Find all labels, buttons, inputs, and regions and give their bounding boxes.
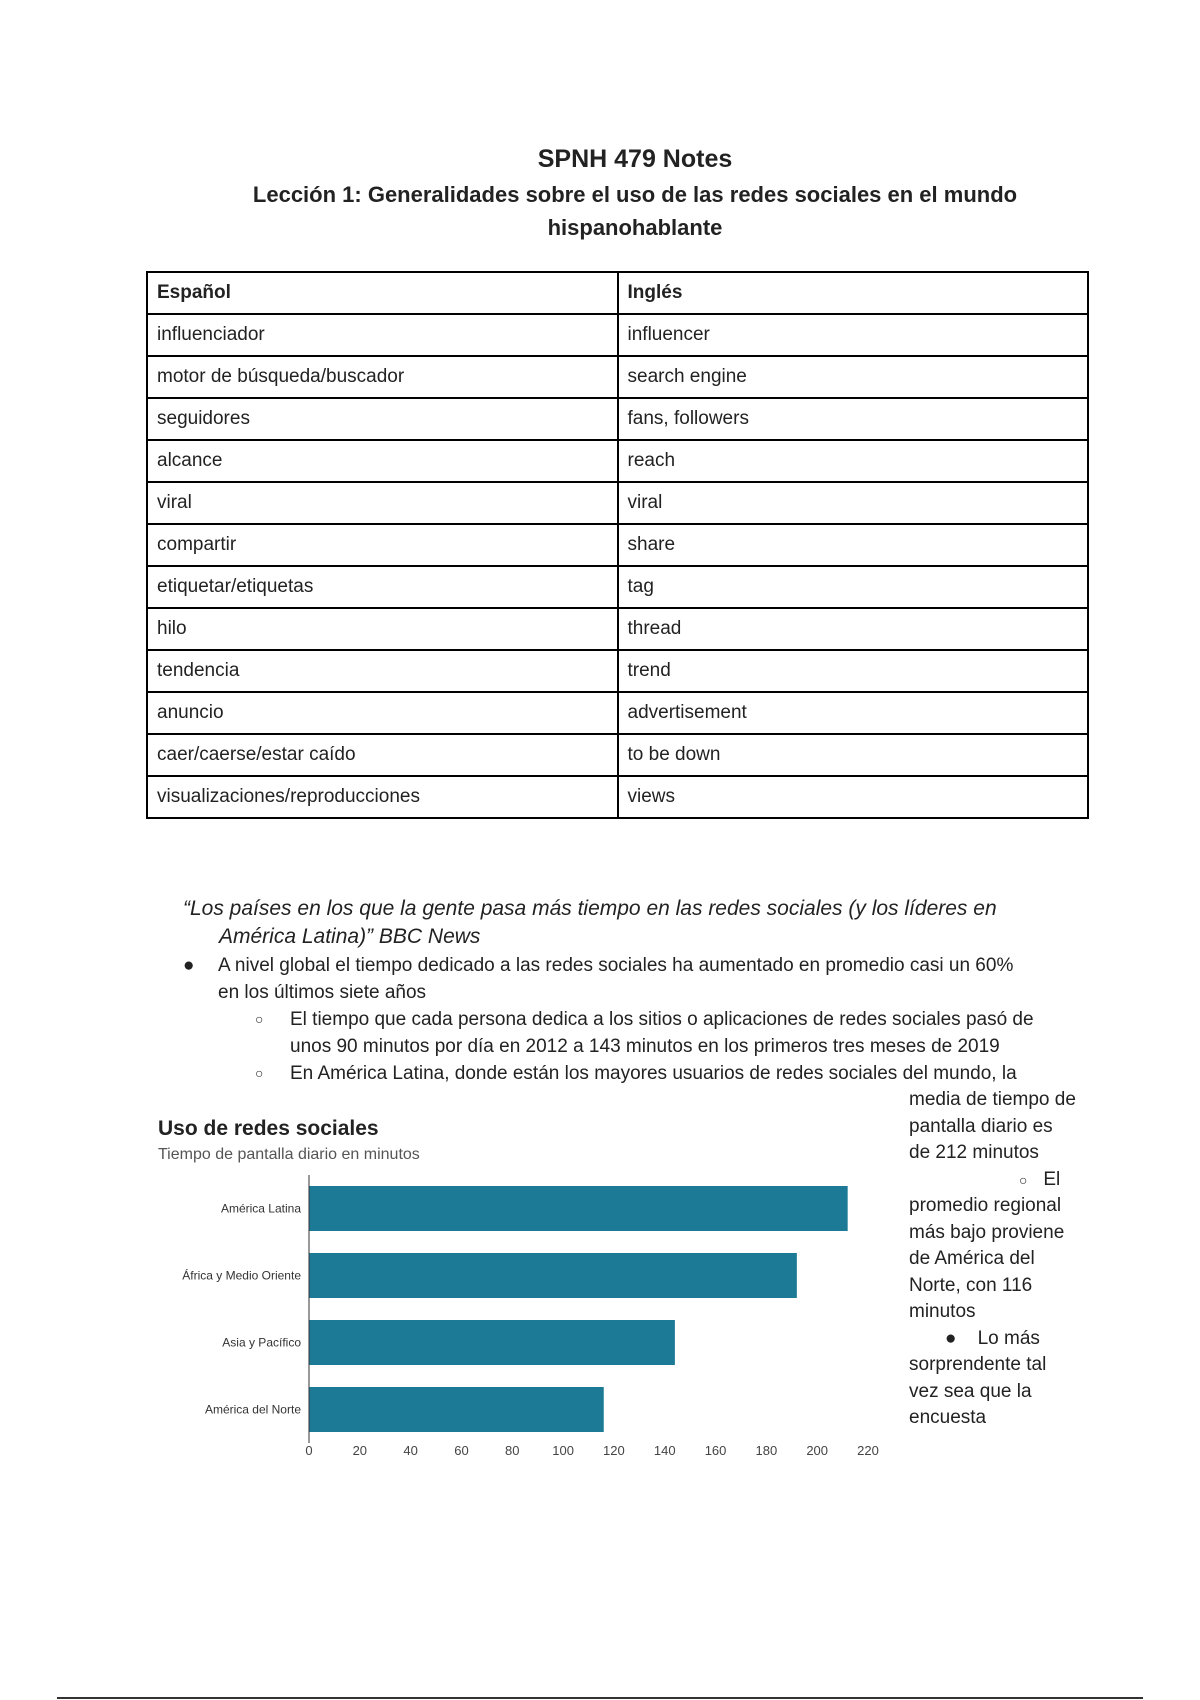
table-row xyxy=(147,608,1088,650)
side-line: de 212 minutos xyxy=(909,1142,1039,1163)
sub-bullet-line-2: unos 90 minutos por día en 2012 a 143 minutos en los primeros tres meses de 2019 xyxy=(290,1036,1000,1057)
x-tick-label: 220 xyxy=(857,1443,879,1458)
spanish-term: anuncio xyxy=(147,692,618,734)
bar xyxy=(309,1253,797,1298)
bar xyxy=(309,1387,604,1432)
spanish-term: compartir xyxy=(147,524,618,566)
x-tick-label: 200 xyxy=(806,1443,829,1458)
social-media-usage-chart xyxy=(150,1110,890,1470)
table-header-row xyxy=(147,272,1088,314)
spanish-term: etiquetar/etiquetas xyxy=(147,566,618,608)
spanish-term: alcance xyxy=(147,440,618,482)
x-tick-label: 20 xyxy=(352,1443,368,1458)
spanish-term: seguidores xyxy=(147,398,618,440)
spanish-term: caer/caerse/estar caído xyxy=(147,734,618,776)
english-term: advertisement xyxy=(618,692,1089,734)
sub-bullet-time-per-person xyxy=(255,1006,1105,1060)
spanish-term: visualizaciones/reproducciones xyxy=(147,776,618,818)
table-row xyxy=(147,356,1088,398)
side-sub-bullet-first-word: El xyxy=(1043,1168,1061,1190)
sub-bullet-circle-icon: ○ xyxy=(255,1065,264,1081)
category-label: América Latina xyxy=(220,1201,301,1216)
english-term: influencer xyxy=(618,314,1089,356)
side-line: sorprendente tal xyxy=(909,1354,1047,1375)
spanish-term: hilo xyxy=(147,608,618,650)
page-subtitle: Lección 1: Generalidades sobre el uso de las redes sociales en el mundo hispanohablante xyxy=(252,182,1018,240)
sub-bullet-circle-icon: ○ xyxy=(255,1011,264,1027)
side-line: Norte, con 116 xyxy=(909,1274,1033,1296)
bullet-line-2: en los últimos siete años xyxy=(218,982,427,1003)
chart-subtitle: Tiempo de pantalla diario en minutos xyxy=(158,1146,420,1163)
table-row xyxy=(147,776,1088,818)
citation-line-1: “Los países en los que la gente pasa más tiempo en las redes sociales (y los líderes en xyxy=(183,897,997,920)
x-tick-label: 140 xyxy=(653,1443,676,1458)
english-term: thread xyxy=(618,608,1089,650)
table-row xyxy=(147,482,1088,524)
sub-bullet-circle-icon: ○ xyxy=(1019,1171,1028,1188)
english-term: search engine xyxy=(618,356,1089,398)
table-row xyxy=(147,734,1088,776)
side-line: pantalla diario es xyxy=(909,1115,1053,1137)
sub-bullet-latin-america xyxy=(255,1060,1105,1087)
spanish-term: influenciador xyxy=(147,314,618,356)
spanish-term: motor de búsqueda/buscador xyxy=(147,356,618,398)
x-tick-label: 100 xyxy=(552,1443,574,1458)
x-tick-label: 60 xyxy=(454,1443,469,1458)
side-line: promedio regional xyxy=(909,1195,1062,1216)
sub-bullet-line-1: El tiempo que cada persona dedica a los sitios o aplicaciones de redes sociales pasó de xyxy=(290,1009,1034,1030)
column-header-english: Inglés xyxy=(618,272,1089,314)
side-line: vez sea que la xyxy=(909,1380,1032,1402)
side-sub-bullet xyxy=(909,1167,1109,1194)
english-term: share xyxy=(618,524,1089,566)
bullet-dot-icon: ● xyxy=(945,1327,957,1349)
bullet-dot-icon: ● xyxy=(183,955,195,976)
bullet-line-1: A nivel global el tiempo dedicado a las redes sociales ha aumentado en promedio casi un 60% xyxy=(218,955,1014,976)
bullet-global-time xyxy=(183,952,1103,1006)
bar-chart-plot xyxy=(150,1110,890,1470)
table-row xyxy=(147,440,1088,482)
category-label: América del Norte xyxy=(204,1402,301,1417)
x-tick-label: 160 xyxy=(704,1443,727,1458)
bar xyxy=(309,1320,675,1365)
column-header-spanish: Español xyxy=(147,272,618,314)
category-label: África y Medio Oriente xyxy=(182,1268,301,1283)
table-row xyxy=(147,650,1088,692)
english-term: to be down xyxy=(618,734,1089,776)
x-tick-label: 120 xyxy=(603,1443,625,1458)
sub-bullet-line-1: En América Latina, donde están los mayores usuarios de redes sociales del mundo, la xyxy=(290,1063,1017,1084)
x-tick-label: 40 xyxy=(403,1443,418,1458)
page-bottom-rule xyxy=(57,1697,1143,1699)
side-line: media de tiempo de xyxy=(909,1089,1076,1110)
category-label: Asia y Pacífico xyxy=(222,1335,301,1350)
english-term: viral xyxy=(618,482,1089,524)
side-line: minutos xyxy=(909,1301,976,1322)
english-term: trend xyxy=(618,650,1089,692)
bar xyxy=(309,1186,848,1231)
vocabulary-table xyxy=(146,271,1089,819)
side-bullet-first-word: Lo más xyxy=(977,1327,1040,1349)
citation-line-2: América Latina)” BBC News xyxy=(219,925,481,948)
side-line: de América del xyxy=(909,1248,1035,1269)
table-row xyxy=(147,566,1088,608)
page-title: SPNH 479 Notes xyxy=(537,145,733,173)
english-term: reach xyxy=(618,440,1089,482)
x-tick-label: 80 xyxy=(505,1443,520,1458)
english-term: tag xyxy=(618,566,1089,608)
side-text-column xyxy=(909,1087,1109,1432)
table-row xyxy=(147,314,1088,356)
spanish-term: tendencia xyxy=(147,650,618,692)
english-term: views xyxy=(618,776,1089,818)
table-row xyxy=(147,692,1088,734)
spanish-term: viral xyxy=(147,482,618,524)
table-row xyxy=(147,398,1088,440)
side-bullet xyxy=(909,1326,1109,1353)
side-line: encuesta xyxy=(909,1407,987,1428)
table-row xyxy=(147,524,1088,566)
article-citation xyxy=(183,895,1083,951)
x-tick-label: 0 xyxy=(305,1443,313,1458)
side-line: más bajo proviene xyxy=(909,1221,1065,1243)
chart-title: Uso de redes sociales xyxy=(158,1117,379,1140)
english-term: fans, followers xyxy=(618,398,1089,440)
x-tick-label: 180 xyxy=(755,1443,778,1458)
